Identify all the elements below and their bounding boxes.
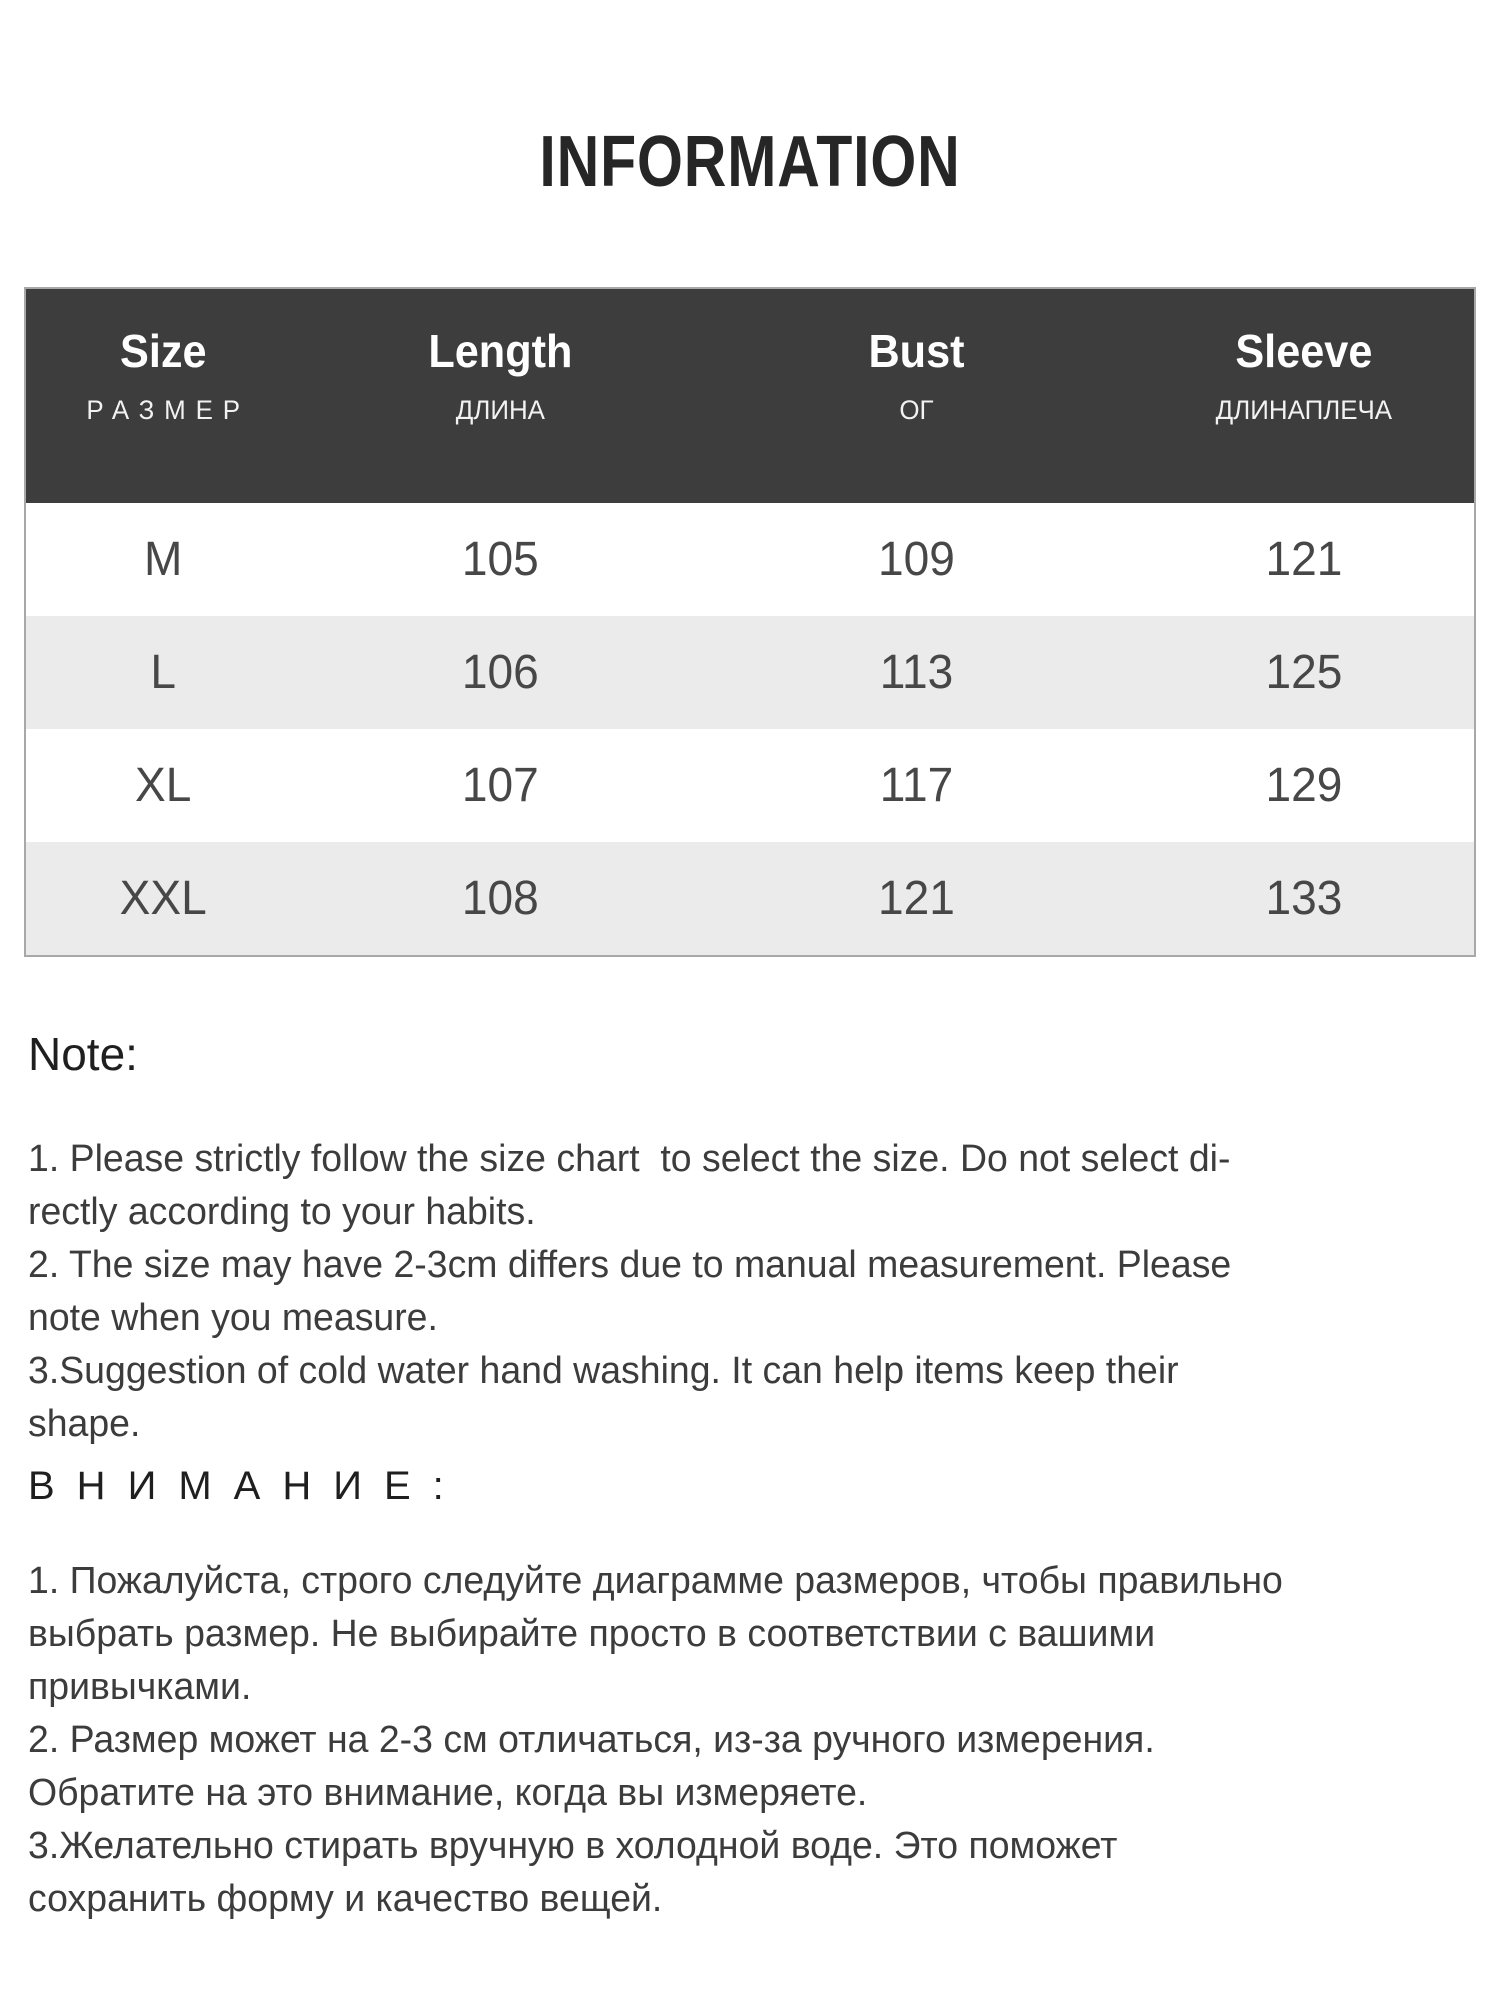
size-table-body: [25, 503, 1475, 956]
note-line-ru: Обратите на это внимание, когда вы измеряете.: [28, 1772, 868, 1814]
cell-xl-bust: 117: [880, 759, 954, 812]
header-length-ru: ДЛИНА: [455, 395, 545, 425]
note-line-ru: привычками.: [28, 1666, 252, 1708]
cell-l-sleeve: 125: [1265, 646, 1343, 699]
note-line-en: 2. The size may have 2-3cm differs due to manual measurement. Please: [28, 1244, 1232, 1286]
table-row-l: [25, 616, 1475, 729]
cell-xxl-sleeve: 133: [1265, 872, 1343, 925]
note-line-en: 1. Please strictly follow the size chart to select the size. Do not select di-: [28, 1138, 1231, 1180]
note-section-ru: [28, 1462, 1488, 1926]
cell-l-bust: 113: [880, 646, 954, 699]
cell-xxl-size: XXL: [119, 872, 207, 925]
note-line-en: note when you measure.: [28, 1297, 438, 1339]
note-line-ru: 1. Пожалуйста, строго следуйте диаграмме размеров, чтобы правильно: [28, 1560, 1283, 1602]
header-cell-bust: [699, 288, 1134, 503]
cell-m-bust: 109: [878, 533, 956, 586]
header-bust-en: Bust: [868, 325, 965, 377]
header-cell-sleeve: [1134, 288, 1475, 503]
cell-l-length: 106: [461, 646, 539, 699]
header-bust-ru: ОГ: [899, 395, 934, 425]
cell-m-size: M: [144, 533, 183, 586]
size-table-header: [25, 288, 1475, 503]
header-row: [25, 288, 1475, 503]
header-size-ru: РАЗМЕР: [86, 395, 250, 425]
cell-xxl-bust: 121: [878, 872, 956, 925]
note-line-en: 3.Suggestion of cold water hand washing. It can help items keep their: [28, 1350, 1179, 1392]
table-row-m: [25, 503, 1475, 616]
table-row-xl: [25, 729, 1475, 842]
note-line-en: rectly according to your habits.: [28, 1191, 536, 1233]
note-heading-ru: ВНИМАНИЕ:: [28, 1464, 466, 1508]
note-line-ru: выбрать размер. Не выбирайте просто в соответствии с вашими: [28, 1613, 1156, 1655]
note-line-ru: 3.Желательно стирать вручную в холодной воде. Это поможет: [28, 1825, 1118, 1867]
header-sleeve-en: Sleeve: [1235, 325, 1373, 377]
header-size-en: Size: [119, 325, 207, 377]
size-table: [24, 287, 1476, 957]
note-line-en: shape.: [28, 1403, 141, 1445]
cell-xl-sleeve: 129: [1265, 759, 1343, 812]
note-heading-en: Note:: [28, 1028, 138, 1080]
cell-xl-length: 107: [461, 759, 539, 812]
header-cell-size: [25, 288, 301, 503]
cell-m-sleeve: 121: [1265, 533, 1343, 586]
header-sleeve-ru: ДЛИНАПЛЕЧА: [1215, 395, 1393, 425]
page-title: INFORMATION: [539, 122, 961, 202]
table-row-xxl: [25, 842, 1475, 956]
cell-l-size: L: [150, 646, 177, 699]
header-length-en: Length: [427, 325, 572, 377]
cell-xxl-length: 108: [461, 872, 539, 925]
note-section-en: [28, 1028, 1488, 1451]
cell-m-length: 105: [461, 533, 539, 586]
note-line-ru: сохранить форму и качество вещей.: [28, 1878, 663, 1920]
note-line-ru: 2. Размер может на 2-3 см отличаться, из-за ручного измерения.: [28, 1719, 1155, 1761]
cell-xl-size: XL: [135, 759, 192, 812]
header-cell-length: [301, 288, 700, 503]
